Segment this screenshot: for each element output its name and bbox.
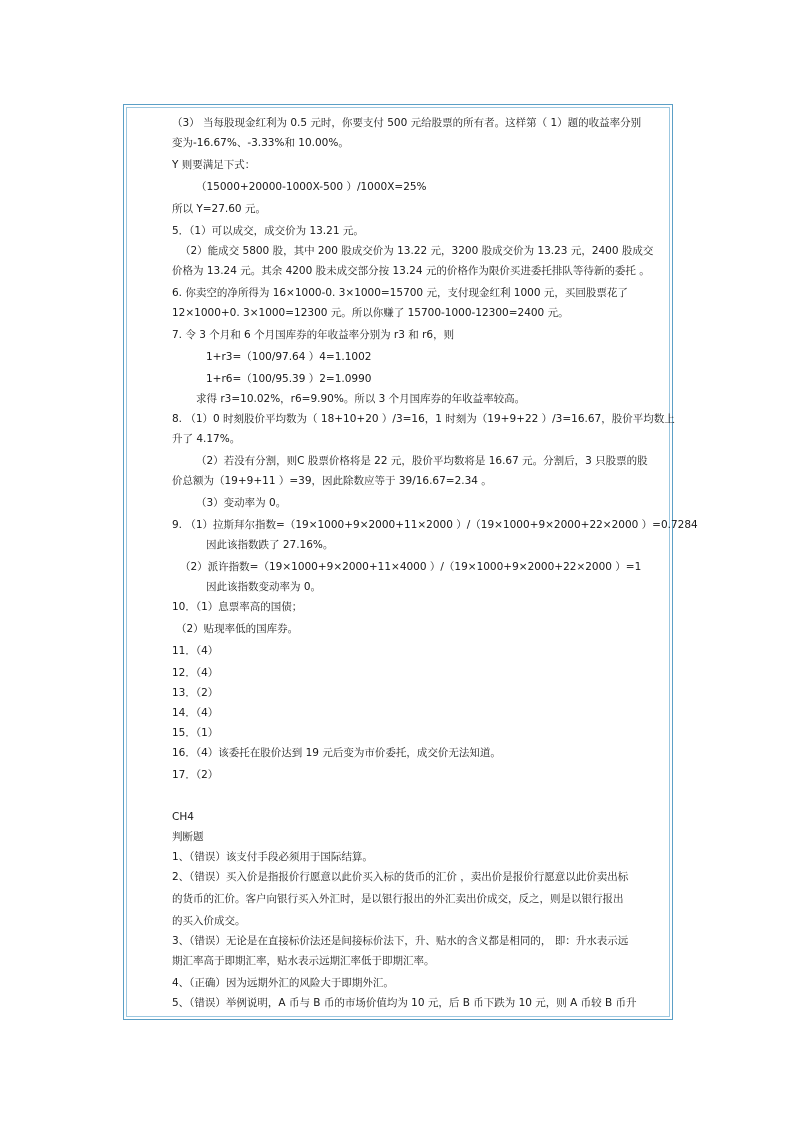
text-line: （15000+20000-1000X-500 ）/1000X=25% xyxy=(196,181,427,193)
text-line: 15．（1） xyxy=(172,727,219,739)
text-line: 12×1000+0. 3×1000=12300 元。所以你赚了 15700-1000-12300=2400 元。 xyxy=(172,307,569,319)
text-line: Y 则要满足下式： xyxy=(172,159,256,171)
text-line: 14．（4） xyxy=(172,707,219,719)
text-line: 价格为 13.24 元。其余 4200 股未成交部分按 13.24 元的价格作为限价买进委托排队等待新的委托 。 xyxy=(172,265,650,277)
text-line: 期汇率高于即期汇率，贴水表示远期汇率低于即期汇率。 xyxy=(172,955,435,967)
text-line: 12．（4） xyxy=(172,667,219,679)
text-line: 16．（4）该委托在股价达到 19 元后变为市价委托，成交价无法知道。 xyxy=(172,747,501,759)
text-line: 因此该指数变动率为 0。 xyxy=(206,581,322,593)
text-line: 7. 令 3 个月和 6 个月国库券的年收益率分别为 r3 和 r6，则 xyxy=(172,329,455,341)
text-line: 因此该指数跌了 27.16%。 xyxy=(206,539,334,551)
text-line: 1+r6=（100/95.39 ）2=1.0990 xyxy=(206,373,372,385)
text-line: 1+r3=（100/97.64 ）4=1.1002 xyxy=(206,351,372,363)
text-line: （2）派许指数=（19×1000+9×2000+11×4000 ）/（19×1000+9×2000+22×2000 ）=1 xyxy=(180,561,642,573)
text-line: （3） 当每股现金红利为 0.5 元时，你要支付 500 元给股票的所有者。这样第（ 1）题的收益率分别 xyxy=(172,117,642,129)
text-line: （3）变动率为 0。 xyxy=(196,497,287,509)
text-line: CH4 xyxy=(172,811,194,823)
text-line: 13．（2） xyxy=(172,687,219,699)
text-line: 8. （1）0 时刻股价平均数为（ 18+10+20 ）/3=16，1 时刻为（19+9+22 ）/3=16.67，股价平均数上 xyxy=(172,413,675,425)
text-line: 4、（正确）因为远期外汇的风险大于即期外汇。 xyxy=(172,977,394,989)
text-line: 17．（2） xyxy=(172,769,219,781)
text-line: 5．（1）可以成交，成交价为 13.21 元。 xyxy=(172,225,364,237)
text-line: 所以 Y=27.60 元。 xyxy=(172,203,266,215)
text-line: 5、（错误）举例说明，A 币与 B 币的市场价值均为 10 元，后 B 币下跌为 10 元，则 A 币较 B 币升 xyxy=(172,997,637,1009)
text-line: 6. 你卖空的净所得为 16×1000-0. 3×1000=15700 元，支付现金红利 1000 元，买回股票花了 xyxy=(172,287,628,299)
text-line: 9. （1）拉斯拜尔指数=（19×1000+9×2000+11×2000 ）/（19×1000+9×2000+22×2000 ）=0.7284 xyxy=(172,519,698,531)
text-line: 判断题 xyxy=(172,831,204,843)
text-line: 11．（4） xyxy=(172,645,219,657)
text-line: （2）能成交 5800 股，其中 200 股成交价为 13.22 元，3200 股成交价为 13.23 元，2400 股成交 xyxy=(180,245,654,257)
text-line: 求得 r3=10.02%，r6=9.90%。所以 3 个月国库券的年收益率较高。 xyxy=(196,393,526,405)
text-line: 2、（错误）买入价是指报价行愿意以此价买入标的货币的汇价 ，卖出价是报价行愿意以此价卖出标 xyxy=(172,871,629,883)
text-line: 3、（错误）无论是在直接标价法还是间接标价法下，升、贴水的含义都是相同的， 即：升水表示远 xyxy=(172,935,629,947)
text-line: 变为-16.67%、-3.33%和 10.00%。 xyxy=(172,137,349,149)
text-line: （2）贴现率低的国库券。 xyxy=(176,623,299,635)
text-line: 的货币的汇价。客户向银行买入外汇时，是以银行报出的外汇卖出价成交，反之，则是以银行报出 xyxy=(172,893,624,905)
text-line: 1、（错误）该支付手段必须用于国际结算。 xyxy=(172,851,373,863)
text-line: 的买入价成交。 xyxy=(172,915,246,927)
text-line: （2）若没有分割，则C 股票价格将是 22 元，股价平均数将是 16.67 元。分割后，3 只股票的股 xyxy=(196,455,648,467)
text-line: 价总额为（19+9+11 ）=39，因此除数应等于 39/16.67=2.34 。 xyxy=(172,475,492,487)
text-line: 10．（1）息票率高的国债； xyxy=(172,601,303,613)
text-line: 升了 4.17%。 xyxy=(172,433,241,445)
